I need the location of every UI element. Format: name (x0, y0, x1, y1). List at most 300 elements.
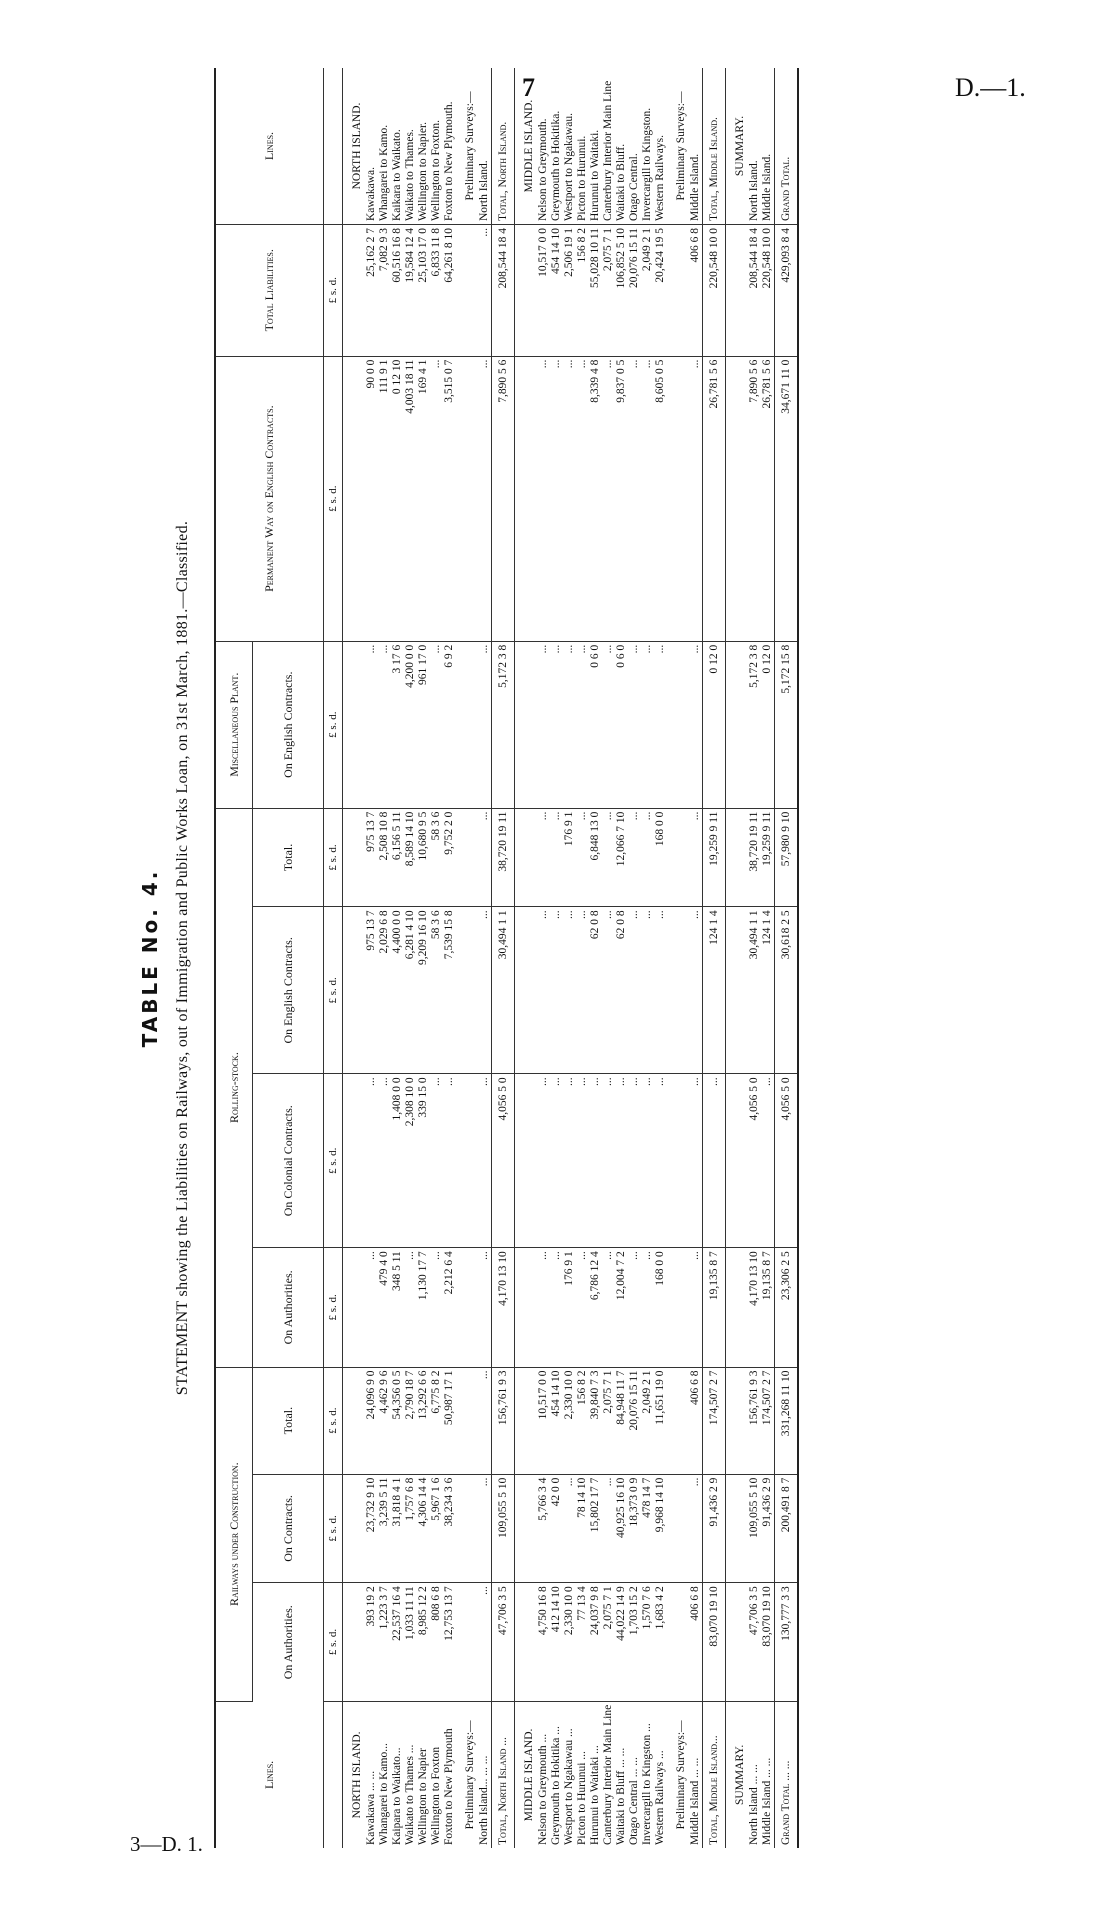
cell-value: 90 0 0 (365, 356, 378, 641)
unit-label: £ s. d. (324, 1367, 343, 1474)
cell-value: 2,330 10 0 (563, 1583, 576, 1702)
total-row (775, 68, 799, 1848)
cell-value: 23,732 9 10 (365, 1474, 378, 1583)
table-row (417, 68, 430, 1848)
cell-value: 156 8 2 (576, 225, 589, 357)
cell-value: 10,517 0 0 (537, 225, 550, 357)
row-label: MIDDLE ISLAND. (522, 1728, 535, 1822)
cell-value: ... (689, 1248, 703, 1367)
row-label-right: Invercargill to Kingston. (641, 68, 654, 225)
cell-value: ... (761, 1074, 775, 1248)
cell-value: ... (641, 907, 654, 1074)
cell-value: 54,356 0 5 (391, 1367, 404, 1474)
cell-value: 7,890 5 6 (492, 356, 515, 641)
cell-value: 4,200 0 0 (404, 641, 417, 808)
total-row (703, 68, 726, 1848)
cell-value: 1,130 17 7 (417, 1248, 430, 1367)
row-label: NORTH ISLAND. (350, 1731, 363, 1819)
cell-value: ... (430, 1074, 443, 1248)
row-label: Foxton to New Plymouth (443, 1728, 455, 1845)
cell-value: 5,967 1 6 (430, 1474, 443, 1583)
cell-value: ... (628, 1074, 641, 1248)
row-label-right: Otago Central. (628, 68, 641, 225)
statement-title: STATEMENT showing the Liabilities on Railways, out of Immigration and Public Works Loan, on 31st March, 1881.—Classified. (174, 520, 191, 1396)
table-row (602, 68, 615, 1848)
cell-value: 412 14 10 (550, 1583, 563, 1702)
table-row (615, 68, 628, 1848)
cell-value: 12,004 7 2 (615, 1248, 628, 1367)
row-label-right: Western Railways. (654, 68, 667, 225)
cell-value: 174,507 2 7 (703, 1367, 726, 1474)
cell-value: ... (550, 1248, 563, 1367)
cell-value: 1,408 0 0 (391, 1074, 404, 1248)
col-lines-right: Lines. (215, 68, 324, 225)
cell-value: 331,268 11 10 (775, 1367, 799, 1474)
row-label: Kawakawa ... ... (365, 1770, 377, 1845)
cell-value: 38,234 3 6 (443, 1474, 456, 1583)
table-row (641, 68, 654, 1848)
cell-value: 19,259 9 11 (703, 808, 726, 907)
row-label-right: Total, Middle Island. (703, 68, 726, 225)
cell-value: ... (563, 907, 576, 1074)
row-label-right: North Island. (748, 68, 761, 225)
cell-value: 174,507 2 7 (761, 1367, 775, 1474)
cell-value: 1,033 11 11 (404, 1583, 417, 1702)
table-body (343, 68, 799, 1848)
row-label: Total, North Island ... (492, 1701, 515, 1848)
cell-value: ... (654, 907, 667, 1074)
row-label: Nelson to Greymouth ... (537, 1733, 549, 1845)
cell-value: 78 14 10 (576, 1474, 589, 1583)
section-row (667, 68, 689, 1848)
cell-value: ... (689, 356, 703, 641)
cell-value: 25,103 17 0 (417, 225, 430, 357)
table-heading: TABLE No. 4. (138, 868, 162, 1048)
cell-value: 50,987 17 1 (443, 1367, 456, 1474)
cell-value: 39,840 7 3 (589, 1367, 602, 1474)
cell-value: 15,802 17 7 (589, 1474, 602, 1583)
cell-value: 24,037 9 8 (589, 1583, 602, 1702)
cell-value: ... (478, 1583, 492, 1702)
cell-value: 83,070 19 10 (761, 1583, 775, 1702)
cell-value: 3 17 6 (391, 641, 404, 808)
cell-value: ... (563, 1074, 576, 1248)
cell-value: 58 3 6 (430, 907, 443, 1074)
cell-value: 975 13 7 (365, 808, 378, 907)
unit-label: £ s. d. (324, 1583, 343, 1702)
cell-value: 124 1 4 (761, 907, 775, 1074)
cell-value: 2,506 19 1 (563, 225, 576, 357)
cell-value: 10,680 9 5 (417, 808, 430, 907)
table-row (478, 68, 492, 1848)
cell-value: ... (689, 808, 703, 907)
cell-value: ... (478, 225, 492, 357)
col-lines-left: Lines. (215, 1701, 324, 1848)
row-label-right: Waikato to Thames. (404, 68, 417, 225)
row-label: Hurunui to Waitaki ... (589, 1745, 601, 1845)
col-constr-authorities: On Authorities. (253, 1583, 324, 1702)
unit-label: £ s. d. (324, 1074, 343, 1248)
cell-value: 30,618 2 5 (775, 907, 799, 1074)
cell-value: ... (641, 356, 654, 641)
cell-value: 19,135 8 7 (703, 1248, 726, 1367)
cell-value: 1,223 3 7 (378, 1583, 391, 1702)
row-label-right: NORTH ISLAND. (343, 68, 366, 225)
cell-value: 31,818 4 1 (391, 1474, 404, 1583)
table-row (576, 68, 589, 1848)
row-label: Waikato to Thames ... (404, 1744, 416, 1845)
cell-value: 168 0 0 (654, 1248, 667, 1367)
cell-value: 62 0 8 (615, 907, 628, 1074)
cell-value: ... (615, 1074, 628, 1248)
cell-value: 57,980 9 10 (775, 808, 799, 907)
cell-value: 20,076 15 11 (628, 225, 641, 357)
row-label: Preliminary Surveys:— (674, 1720, 687, 1830)
cell-value: 208,544 18 4 (492, 225, 515, 357)
cell-value: ... (628, 1248, 641, 1367)
row-label-right: Foxton to New Plymouth. (443, 68, 456, 225)
cell-value: ... (641, 1074, 654, 1248)
row-label-right: Grand Total. (775, 68, 799, 225)
cell-value: 2,029 6 8 (378, 907, 391, 1074)
cell-value: ... (628, 356, 641, 641)
cell-value: ... (443, 1074, 456, 1248)
cell-value: 156 8 2 (576, 1367, 589, 1474)
col-rolling-colonial: On Colonial Contracts. (253, 1074, 324, 1248)
cell-value: 4,056 5 0 (748, 1074, 761, 1248)
cell-value: 4,462 9 6 (378, 1367, 391, 1474)
row-label-right: Nelson to Greymouth. (537, 68, 550, 225)
row-label-right: Waitaki to Bluff. (615, 68, 628, 225)
cell-value: 19,584 12 4 (404, 225, 417, 357)
cell-value: ... (550, 1074, 563, 1248)
cell-value: 18,373 0 9 (628, 1474, 641, 1583)
row-label-right: Wellington to Napier. (417, 68, 430, 225)
cell-value: ... (365, 1248, 378, 1367)
row-label: Whangarei to Kamo... (378, 1743, 390, 1845)
row-label: Kaipara to Waikato... (391, 1747, 403, 1845)
cell-value: 109,055 5 10 (492, 1474, 515, 1583)
col-group-misc-plant: Miscellaneous Plant. (215, 641, 253, 808)
document-reference: D.—1. (955, 73, 1026, 102)
cell-value: 0 6 0 (589, 641, 602, 808)
cell-value: 169 4 1 (417, 356, 430, 641)
row-label-right: Greymouth to Hokitika. (550, 68, 563, 225)
cell-value: 220,548 10 0 (761, 225, 775, 357)
cell-value: 47,706 3 5 (748, 1583, 761, 1702)
cell-value: 130,777 3 3 (775, 1583, 799, 1702)
cell-value: ... (654, 641, 667, 808)
cell-value: 200,491 8 7 (775, 1474, 799, 1583)
cell-value: 9,968 14 10 (654, 1474, 667, 1583)
cell-value: ... (576, 808, 589, 907)
cell-value: ... (404, 1248, 417, 1367)
cell-value: 11,651 19 0 (654, 1367, 667, 1474)
section-row (456, 68, 478, 1848)
unit-label: £ s. d. (324, 1248, 343, 1367)
col-group-rolling-stock: Rolling-stock. (215, 808, 253, 1367)
row-label: Westport to Ngakawau ... (563, 1728, 575, 1845)
row-label-right: North Island. (478, 68, 492, 225)
row-label: Picton to Hurunui ... (576, 1751, 588, 1845)
cell-value: 64,261 8 10 (443, 225, 456, 357)
cell-value: ... (589, 1074, 602, 1248)
cell-value: ... (602, 641, 615, 808)
cell-value: 6 9 2 (443, 641, 456, 808)
unit-label: £ s. d. (324, 641, 343, 808)
col-rolling-authorities: On Authorities. (253, 1248, 324, 1367)
cell-value: 2,049 2 1 (641, 225, 654, 357)
row-label: Greymouth to Hokitika ... (550, 1726, 562, 1845)
cell-value: ... (602, 808, 615, 907)
cell-value: ... (563, 641, 576, 808)
cell-value: ... (602, 907, 615, 1074)
col-permanent-way: Permanent Way on English Contracts. (215, 356, 324, 641)
cell-value: 9,209 16 10 (417, 907, 430, 1074)
cell-value: 24,096 9 0 (365, 1367, 378, 1474)
cell-value: 58 3 6 (430, 808, 443, 907)
cell-value: 2,308 10 0 (404, 1074, 417, 1248)
cell-value: 4,003 18 11 (404, 356, 417, 641)
cell-value: 19,135 8 7 (761, 1248, 775, 1367)
row-label-right: Wellington to Foxton. (430, 68, 443, 225)
cell-value: 8,589 14 10 (404, 808, 417, 907)
cell-value: 406 6 8 (689, 1583, 703, 1702)
row-label: Canterbury Interior Main Line (602, 1704, 614, 1845)
cell-value: 8,985 12 2 (417, 1583, 430, 1702)
cell-value: ... (689, 1474, 703, 1583)
cell-value: ... (537, 1248, 550, 1367)
cell-value: ... (537, 356, 550, 641)
row-label: North Island ... ... (748, 1764, 760, 1845)
cell-value: 961 17 0 (417, 641, 430, 808)
cell-value: ... (430, 641, 443, 808)
cell-value: 77 13 4 (576, 1583, 589, 1702)
cell-value: 44,022 14 9 (615, 1583, 628, 1702)
cell-value: 5,766 3 4 (537, 1474, 550, 1583)
cell-value: ... (430, 1248, 443, 1367)
cell-value: ... (689, 641, 703, 808)
table-row (761, 68, 775, 1848)
cell-value: 5,172 3 8 (492, 641, 515, 808)
cell-value: ... (550, 641, 563, 808)
cell-value: ... (576, 1074, 589, 1248)
row-label: SUMMARY. (733, 1744, 746, 1805)
row-label: Total, Middle Island... (703, 1701, 726, 1848)
cell-value: 30,494 1 1 (492, 907, 515, 1074)
cell-value: 4,170 13 10 (492, 1248, 515, 1367)
row-label: Western Railways ... (654, 1750, 666, 1845)
row-label: Waitaki to Bluff ... ... (615, 1747, 627, 1845)
row-label-right: Total, North Island. (492, 68, 515, 225)
cell-value: 4,306 14 4 (417, 1474, 430, 1583)
cell-value: ... (365, 1074, 378, 1248)
cell-value: ... (378, 1074, 391, 1248)
row-label: Grand Total ... ... (775, 1701, 799, 1848)
row-label: Invercargill to Kingston ... (641, 1723, 653, 1845)
cell-value: ... (550, 808, 563, 907)
col-total-liabilities: Total Liabilities. (215, 225, 324, 357)
cell-value: ... (628, 907, 641, 1074)
cell-value: 9,837 0 5 (615, 356, 628, 641)
cell-value: 26,781 5 6 (761, 356, 775, 641)
cell-value: 19,259 9 11 (761, 808, 775, 907)
cell-value: 106,852 5 10 (615, 225, 628, 357)
cell-value: 2,212 6 4 (443, 1248, 456, 1367)
cell-value: 42 0 0 (550, 1474, 563, 1583)
cell-value: ... (537, 808, 550, 907)
row-label: Wellington to Foxton (430, 1746, 442, 1845)
cell-value: ... (430, 356, 443, 641)
cell-value: ... (641, 808, 654, 907)
cell-value: 34,671 11 0 (775, 356, 799, 641)
cell-value: 454 14 10 (550, 225, 563, 357)
unit-label: £ s. d. (324, 356, 343, 641)
cell-value: 156,761 9 3 (748, 1367, 761, 1474)
cell-value: 10,517 0 0 (537, 1367, 550, 1474)
cell-value: 5,172 15 8 (775, 641, 799, 808)
table-row (550, 68, 563, 1848)
col-constr-total: Total. (253, 1367, 324, 1474)
row-label-right: Middle Island. (761, 68, 775, 225)
cell-value: ... (641, 641, 654, 808)
row-label-right: Picton to Hurunui. (576, 68, 589, 225)
cell-value: 348 5 11 (391, 1248, 404, 1367)
cell-value: 478 14 7 (641, 1474, 654, 1583)
cell-value: ... (602, 1474, 615, 1583)
section-row (726, 68, 749, 1848)
cell-value: 5,172 3 8 (748, 641, 761, 808)
footer-reference: 3—D. 1. (130, 1832, 203, 1856)
row-label-right: SUMMARY. (726, 68, 749, 225)
row-label-right: Canterbury Interior Main Line (602, 68, 615, 225)
cell-value: 339 15 0 (417, 1074, 430, 1248)
row-label-right: Kaikara to Waikato. (391, 68, 404, 225)
cell-value: ... (537, 1074, 550, 1248)
cell-value: ... (550, 356, 563, 641)
cell-value: 1,703 15 2 (628, 1583, 641, 1702)
cell-value: ... (576, 907, 589, 1074)
cell-value: 1,683 4 2 (654, 1583, 667, 1702)
cell-value: 168 0 0 (654, 808, 667, 907)
cell-value: ... (478, 1474, 492, 1583)
table-row (563, 68, 576, 1848)
cell-value: ... (654, 1074, 667, 1248)
cell-value: 47,706 3 5 (492, 1583, 515, 1702)
cell-value: ... (478, 356, 492, 641)
cell-value: ... (537, 641, 550, 808)
unit-label: £ s. d. (324, 1474, 343, 1583)
cell-value: ... (550, 907, 563, 1074)
cell-value: 6,775 8 2 (430, 1367, 443, 1474)
cell-value: 6,281 4 10 (404, 907, 417, 1074)
cell-value: 0 12 10 (391, 356, 404, 641)
col-rolling-english: On English Contracts. (253, 907, 324, 1074)
total-row (492, 68, 515, 1848)
cell-value: ... (602, 1248, 615, 1367)
cell-value: 406 6 8 (689, 1367, 703, 1474)
col-rolling-total: Total. (253, 808, 324, 907)
section-row (515, 68, 538, 1848)
cell-value: 4,750 16 8 (537, 1583, 550, 1702)
cell-value: ... (689, 907, 703, 1074)
rotated-statement (138, 68, 1114, 1848)
cell-value: 6,786 12 4 (589, 1248, 602, 1367)
cell-value: ... (703, 1074, 726, 1248)
cell-value: 3,515 0 7 (443, 356, 456, 641)
cell-value: 13,292 6 6 (417, 1367, 430, 1474)
cell-value: 109,055 5 10 (748, 1474, 761, 1583)
cell-value: 12,753 13 7 (443, 1583, 456, 1702)
cell-value: 62 0 8 (589, 907, 602, 1074)
table-row (589, 68, 602, 1848)
table-row (365, 68, 378, 1848)
cell-value: ... (478, 641, 492, 808)
cell-value: 40,925 16 10 (615, 1474, 628, 1583)
col-misc-english: On English Contracts. (253, 641, 324, 808)
table-row (404, 68, 417, 1848)
cell-value: 7,539 15 8 (443, 907, 456, 1074)
cell-value: ... (576, 1248, 589, 1367)
cell-value: 26,781 5 6 (703, 356, 726, 641)
cell-value: 2,330 10 0 (563, 1367, 576, 1474)
cell-value: ... (628, 808, 641, 907)
cell-value: 2,508 10 8 (378, 808, 391, 907)
cell-value: 9,752 2 0 (443, 808, 456, 907)
cell-value: 8,605 0 5 (654, 356, 667, 641)
cell-value: 38,720 19 11 (748, 808, 761, 907)
section-row (343, 68, 366, 1848)
cell-value: 55,028 10 11 (589, 225, 602, 357)
cell-value: 84,948 11 7 (615, 1367, 628, 1474)
row-label: Middle Island ... ... (689, 1757, 701, 1845)
cell-value: 12,066 7 10 (615, 808, 628, 907)
table-row (748, 68, 761, 1848)
liabilities-table (214, 68, 799, 1848)
cell-value: 38,720 19 11 (492, 808, 515, 907)
cell-value: 111 9 1 (378, 356, 391, 641)
table-row (378, 68, 391, 1848)
row-label: Wellington to Napier (417, 1748, 429, 1845)
cell-value: ... (478, 1248, 492, 1367)
row-label-right: Westport to Ngakawau. (563, 68, 576, 225)
cell-value: 2,075 7 1 (602, 1583, 615, 1702)
cell-value: 208,544 18 4 (748, 225, 761, 357)
cell-value: 23,306 2 5 (775, 1248, 799, 1367)
cell-value: 2,790 18 7 (404, 1367, 417, 1474)
cell-value: 25,162 2 7 (365, 225, 378, 357)
table-row (689, 68, 703, 1848)
cell-value: 1,757 6 8 (404, 1474, 417, 1583)
page-number: 7 (522, 73, 535, 102)
cell-value: 0 12 0 (703, 641, 726, 808)
table-row (443, 68, 456, 1848)
row-label-right: Preliminary Surveys:— (456, 68, 478, 225)
row-label: Otago Central ... ... (628, 1757, 640, 1845)
unit-label: £ s. d. (324, 907, 343, 1074)
cell-value: 454 14 10 (550, 1367, 563, 1474)
cell-value: 220,548 10 0 (703, 225, 726, 357)
cell-value: 4,056 5 0 (492, 1074, 515, 1248)
cell-value: 22,537 16 4 (391, 1583, 404, 1702)
cell-value: 6,848 13 0 (589, 808, 602, 907)
cell-value: ... (378, 641, 391, 808)
cell-value: 6,156 5 11 (391, 808, 404, 907)
row-label: North Island... ... ... (478, 1755, 490, 1845)
row-label-right: Whangarei to Kamo. (378, 68, 391, 225)
cell-value: 7,082 9 3 (378, 225, 391, 357)
cell-value: 8,339 4 8 (589, 356, 602, 641)
